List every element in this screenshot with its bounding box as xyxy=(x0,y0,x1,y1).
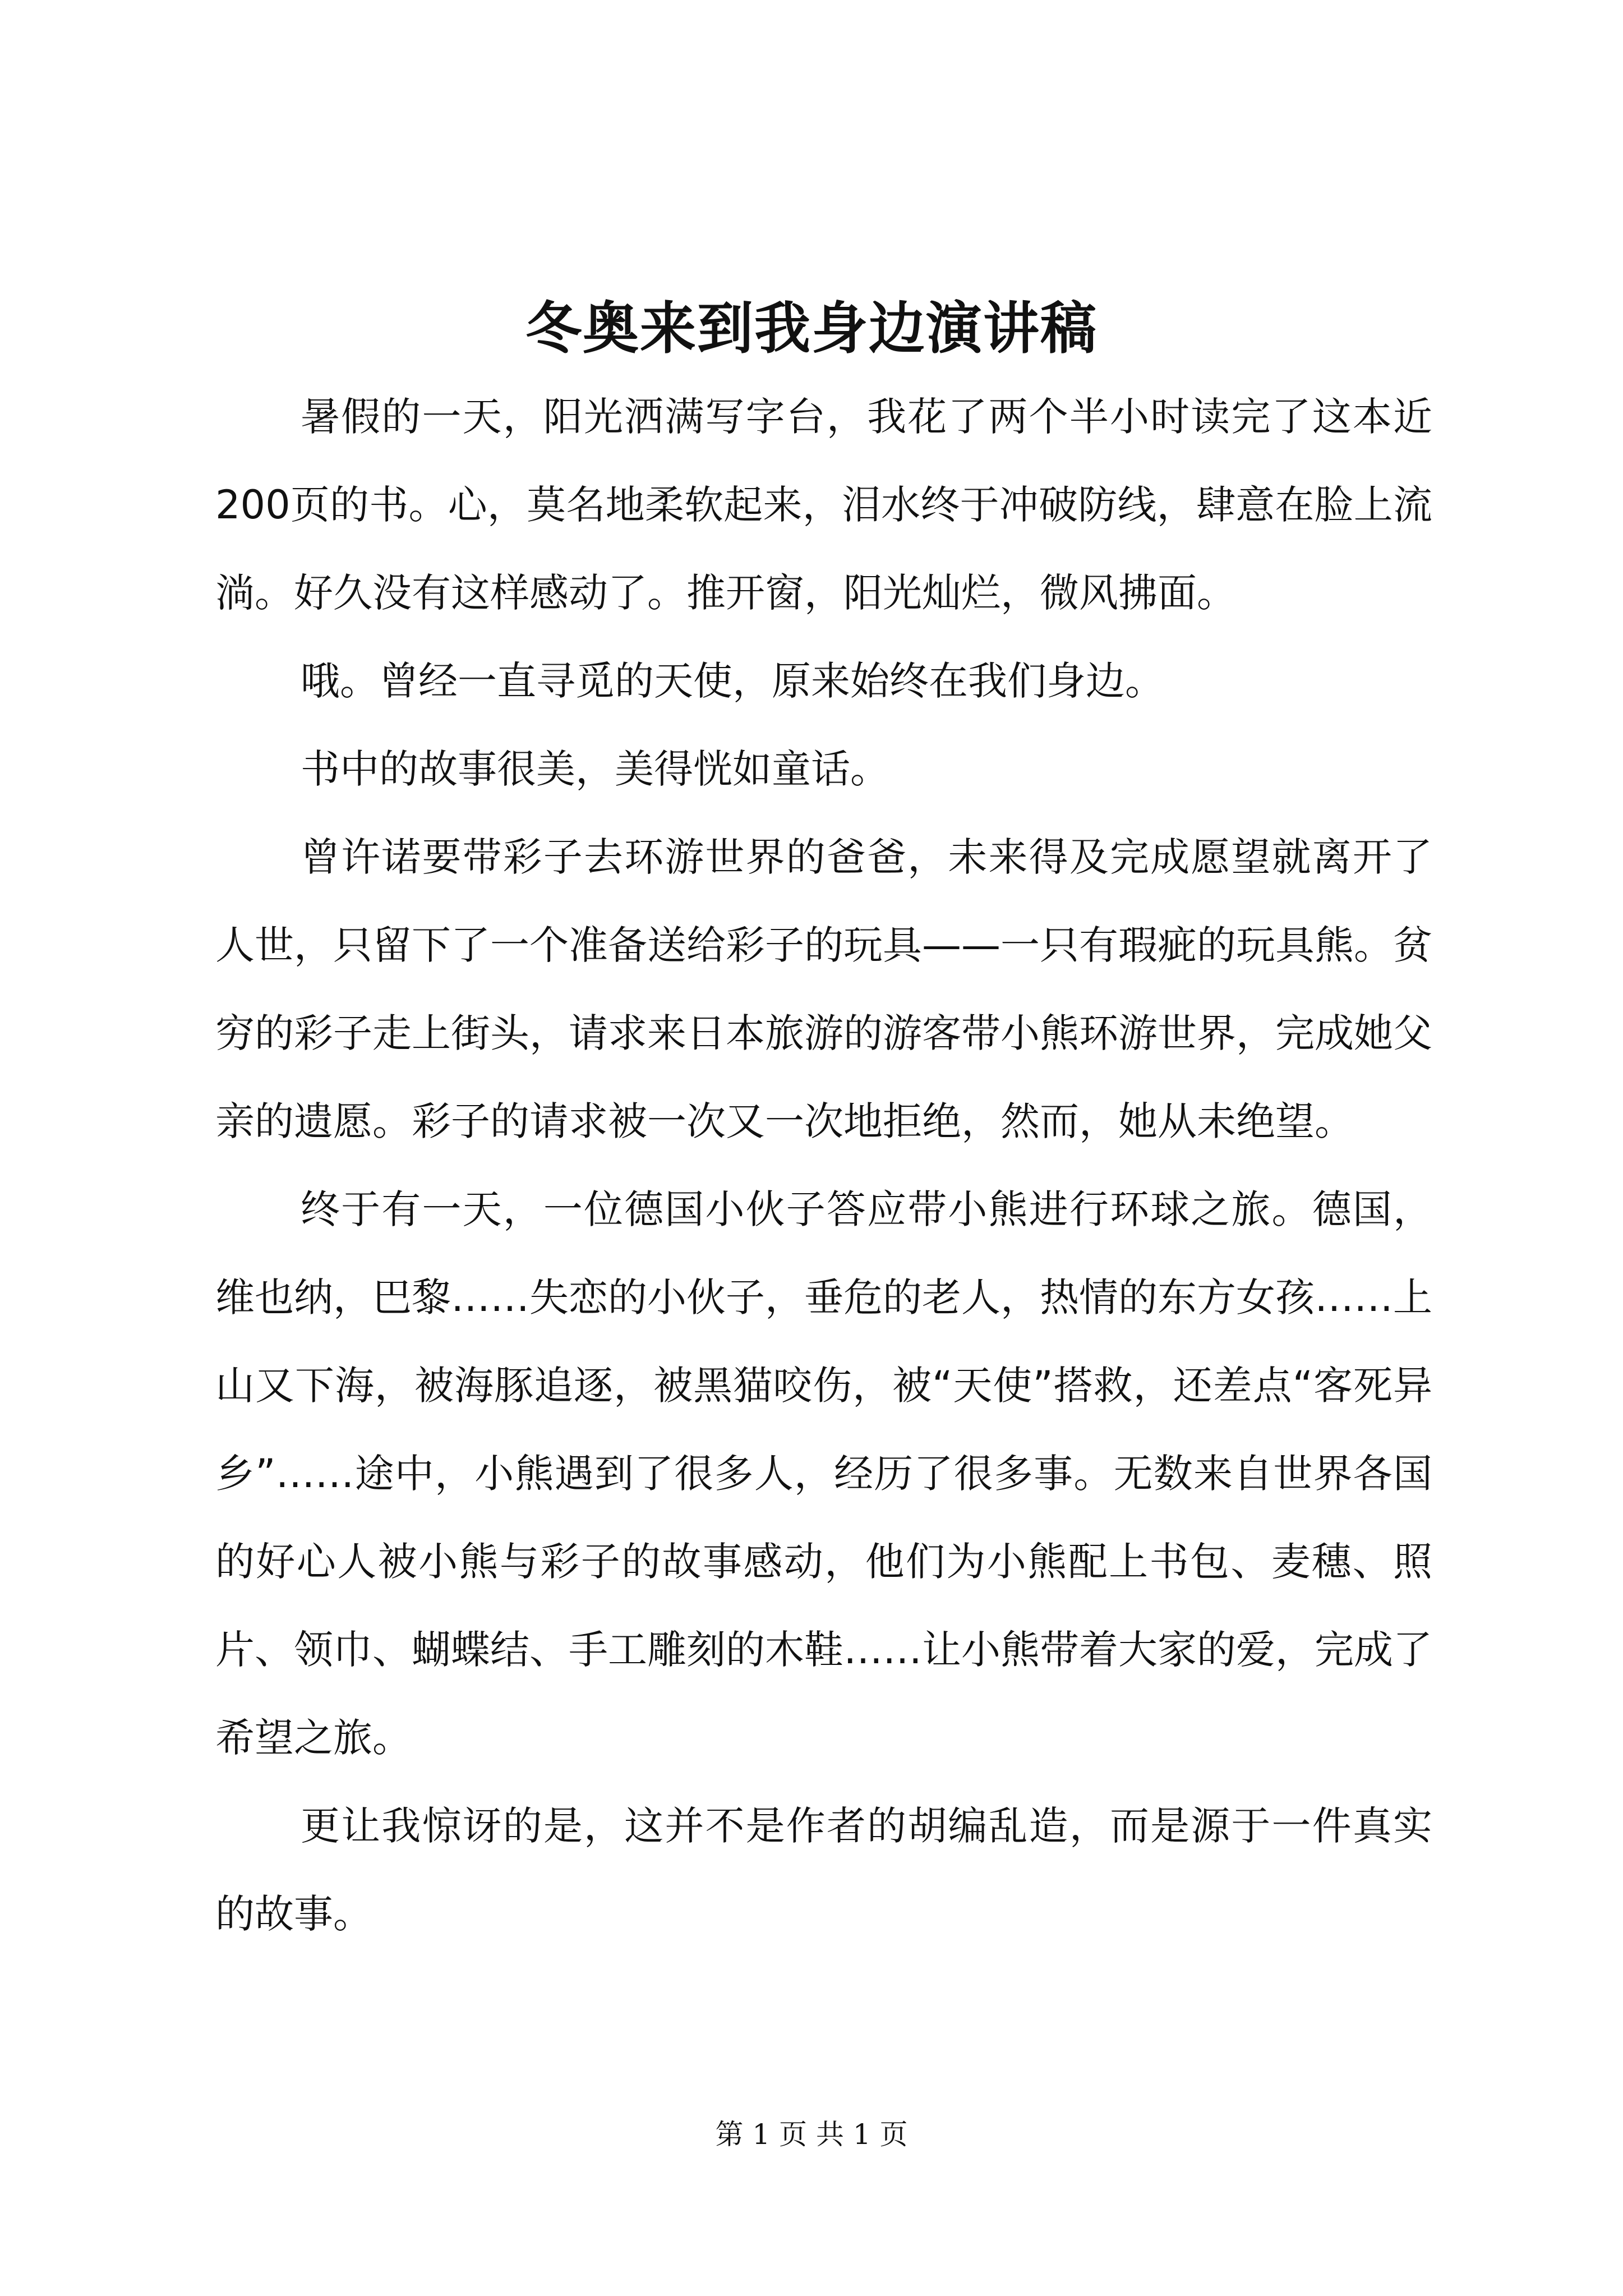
page-footer: 第 1 页 共 1 页 xyxy=(715,2118,908,2151)
document-title: 冬奥来到我身边演讲稿 xyxy=(525,295,1098,361)
paragraph: 更让我惊讶的是，这并不是作者的胡编乱造，而是源于一件真实的故事。 xyxy=(215,1803,1432,1937)
paragraph: 暑假的一天，阳光洒满写字台，我花了两个半小时读完了这本近200页的书。心，莫名地柔软起来，泪水终于冲破防线，肆意在脸上流淌。好久没有这样感动了。推开窗，阳光灿烂，微风拂面。 xyxy=(215,394,1432,616)
paragraph: 书中的故事很美，美得恍如童话。 xyxy=(301,746,889,792)
paragraph: 曾许诺要带彩子去环游世界的爸爸，未来得及完成愿望就离开了人世，只留下了一个准备送给彩子的玩具——一只有瑕疵的玩具熊。贫穷的彩子走上街头，请求来日本旅游的游客带小熊环游世界，完成她父亲的遗愿。彩子的请求被一次又一次地拒绝，然而，她从未绝望。 xyxy=(215,834,1432,1144)
document-body xyxy=(215,373,1432,1958)
paragraph: 哦。曾经一直寻觅的天使，原来始终在我们身边。 xyxy=(301,658,1164,704)
paragraph: 终于有一天，一位德国小伙子答应带小熊进行环球之旅。德国，维也纳，巴黎……失恋的小伙子，垂危的老人，热情的东方女孩……上山又下海，被海豚追逐，被黑猫咬伤，被“天使”搭救，还差点“客死异乡”……途中，小熊遇到了很多人，经历了很多事。无数来自世界各国的好心人被小熊与彩子的故事感动，他们为小熊配上书包、麦穗、照片、领巾、蝴蝶结、手工雕刻的木鞋……让小熊带着大家的爱，完成了希望之旅。 xyxy=(215,1186,1432,1761)
